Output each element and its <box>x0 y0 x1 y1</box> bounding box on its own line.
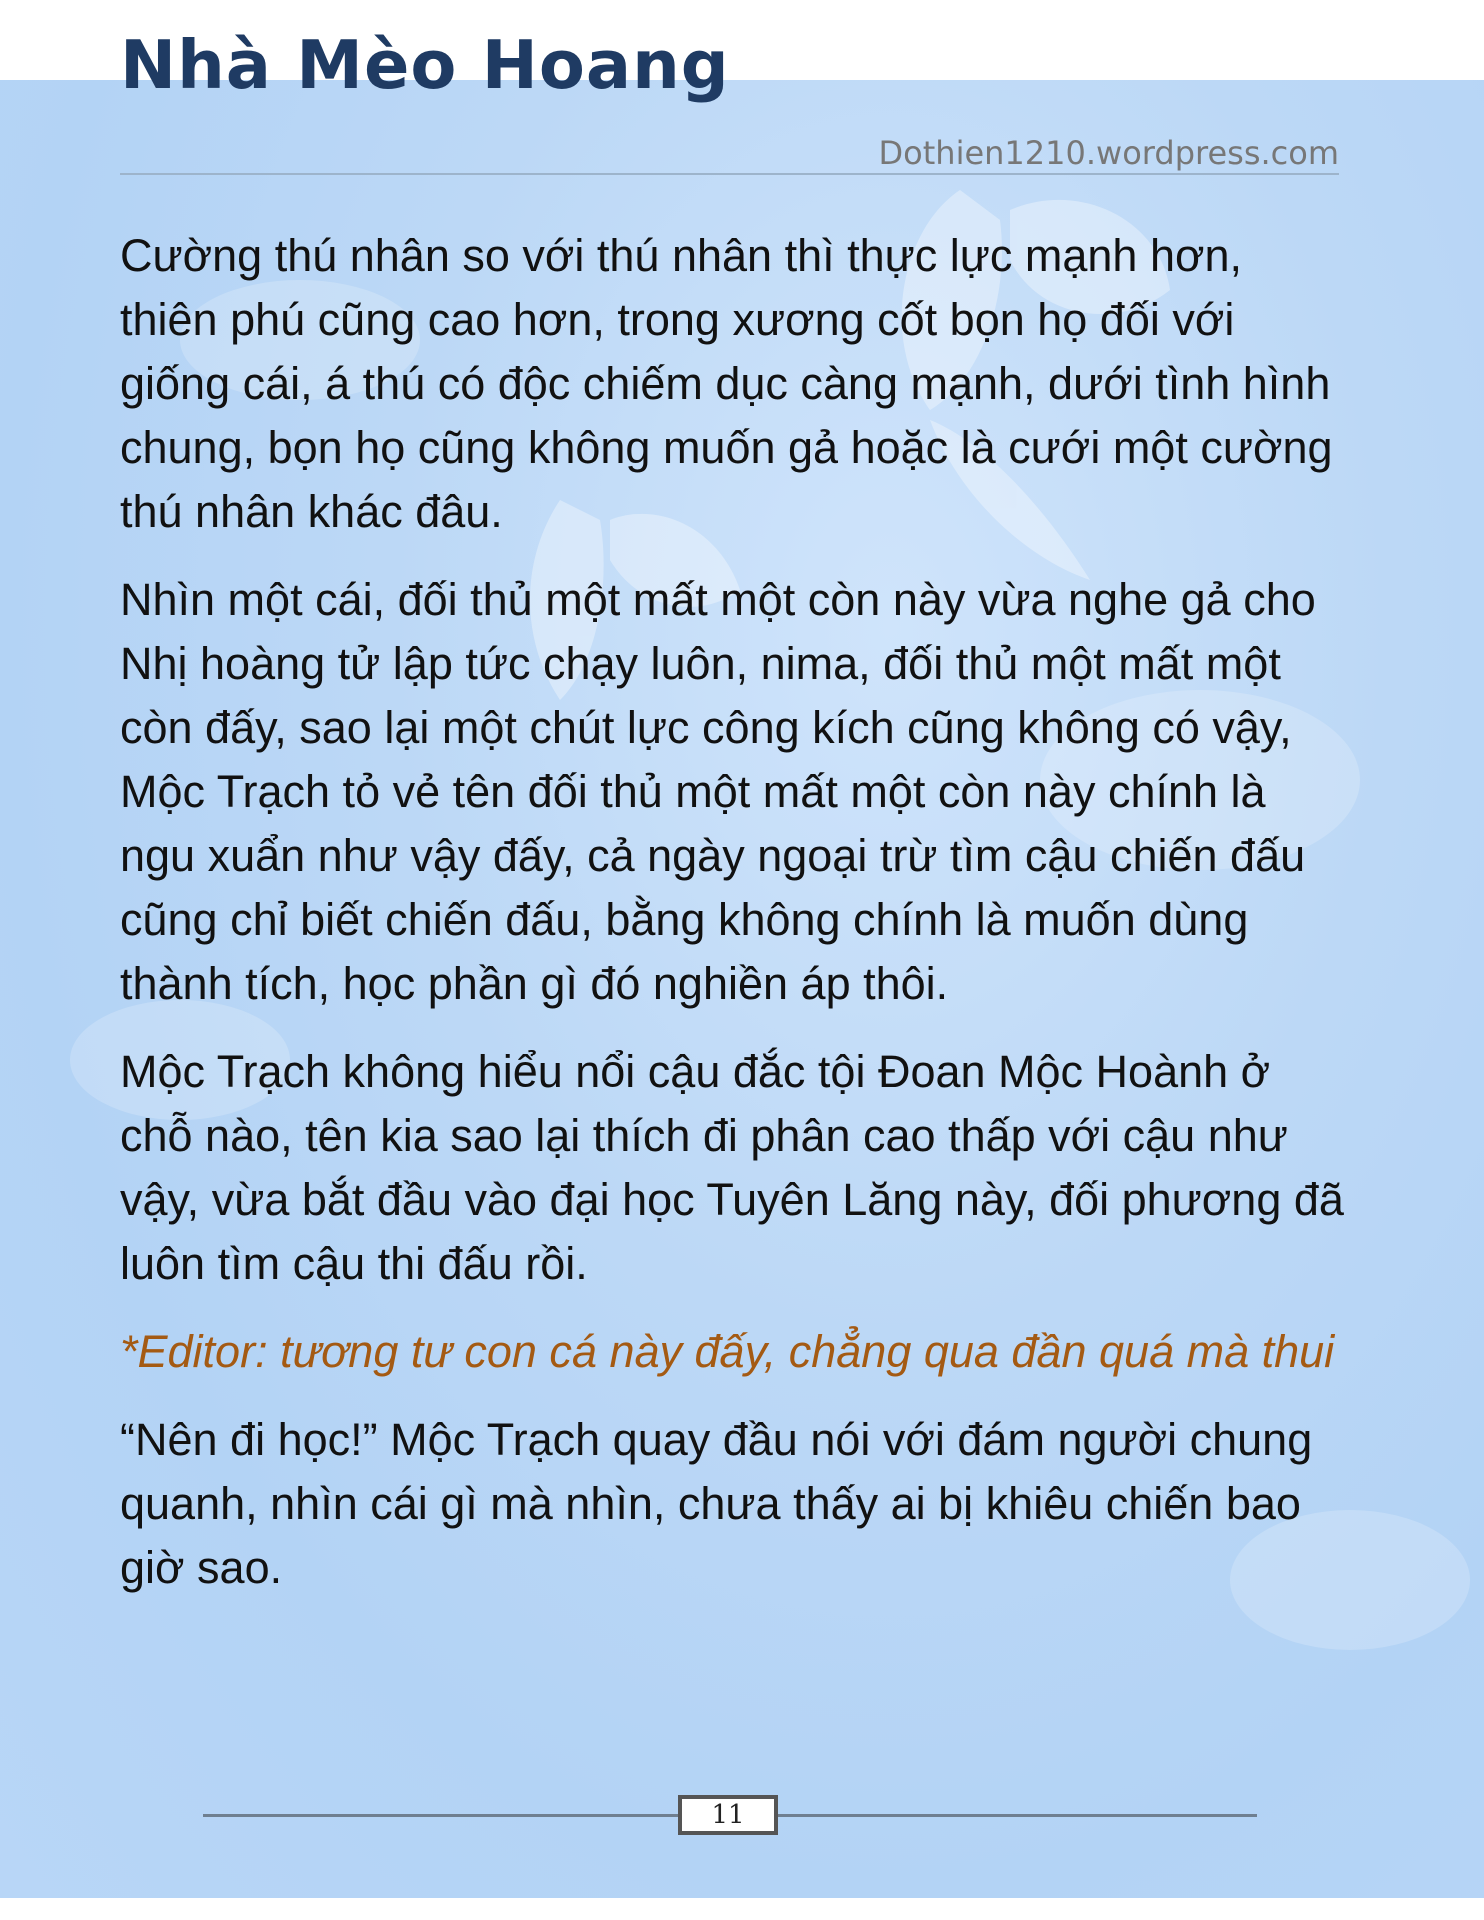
editor-note: *Editor: tương tư con cá này đấy, chẳng qua đần quá mà thui <box>120 1326 1335 1377</box>
site-url: Dothien1210.wordpress.com <box>878 134 1339 172</box>
page-title: Nhà Mèo Hoang <box>120 26 730 104</box>
paragraph: Nhìn một cái, đối thủ một mất một còn này vừa nghe gả cho Nhị hoàng tử lập tức chạy luôn, nima, đối thủ một mất một còn đấy, sao lại một chút lực công kích cũng không có vậy, Mộc Trạch tỏ vẻ tên đối thủ một mất một còn này chính là ngu xuẩn như vậy đấy, cả ngày ngoại trừ tìm cậu chiến đấu cũng chỉ biết chiến đấu, bằng không chính là muốn dùng thành tích, học phần gì đó nghiền áp thôi. <box>120 574 1316 1009</box>
paragraph: Mộc Trạch không hiểu nổi cậu đắc tội Đoan Mộc Hoành ở chỗ nào, tên kia sao lại thích đi phân cao thấp với cậu như vậy, vừa bắt đầu vào đại học Tuyên Lăng này, đối phương đã luôn tìm cậu thi đấu rồi. <box>120 1046 1344 1289</box>
paragraph: Cường thú nhân so với thú nhân thì thực lực mạnh hơn, thiên phú cũng cao hơn, trong xương cốt bọn họ đối với giống cái, á thú có độc chiếm dục càng mạnh, dưới tình hình chung, bọn họ cũng không muốn gả hoặc là cưới một cường thú nhân khác đâu. <box>120 230 1333 537</box>
paragraph: “Nên đi học!” Mộc Trạch quay đầu nói với đám người chung quanh, nhìn cái gì mà nhìn, chưa thấy ai bị khiêu chiến bao giờ sao. <box>120 1414 1313 1593</box>
chapter-content <box>120 224 1345 1624</box>
page-number: 11 <box>678 1795 778 1835</box>
header-divider <box>120 173 1339 175</box>
